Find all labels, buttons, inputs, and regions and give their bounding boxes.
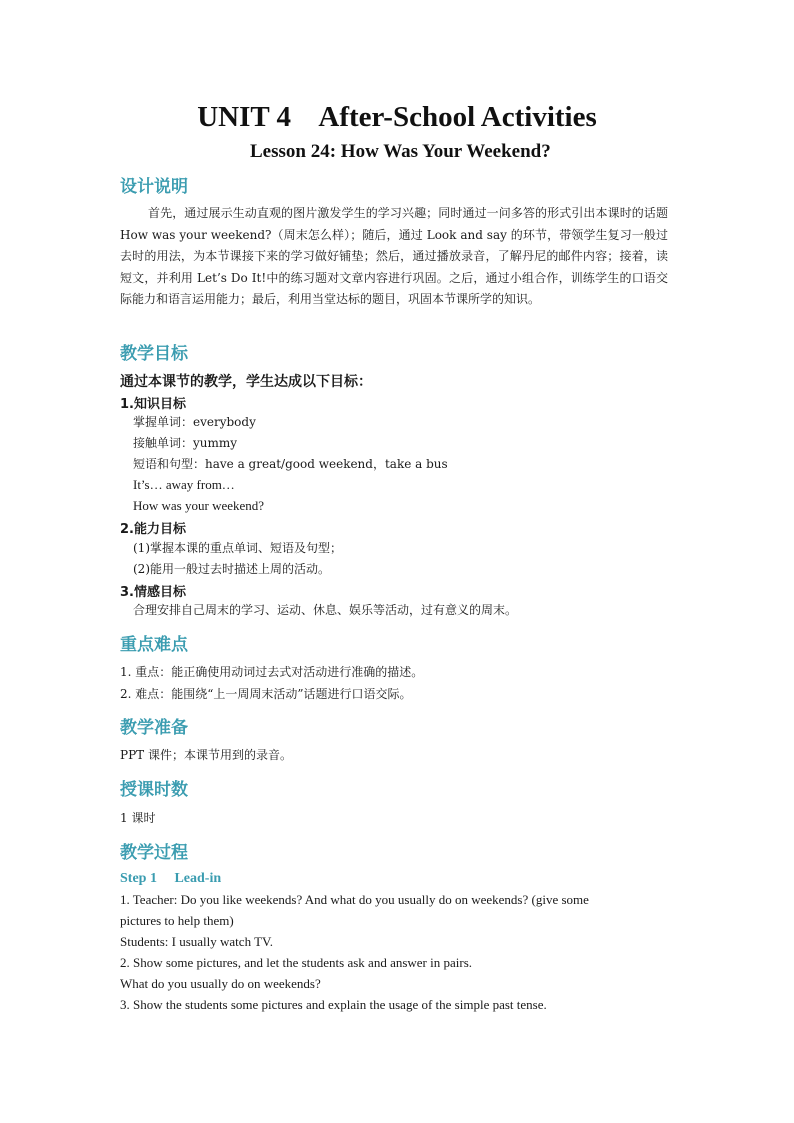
knowledge-goal-title: 1.知识目标 <box>120 397 186 412</box>
section-heading-hours: 授课时数 <box>120 780 188 800</box>
knowledge-line: It’s… away from… <box>133 477 235 492</box>
knowledge-line: 短语和句型：have a great/good weekend，take a bus <box>133 457 448 471</box>
section-heading-design: 设计说明 <box>120 177 188 197</box>
keypoint-line: 2. 难点：能围绕“上一周周末活动”话题进行口语交际。 <box>120 687 412 701</box>
emotion-line: 合理安排自己周末的学习、运动、休息、娱乐等活动，过有意义的周末。 <box>133 603 518 617</box>
emotion-goal-title: 3.情感目标 <box>120 585 186 600</box>
process-line: 2. Show some pictures, and let the students ask and answer in pairs. <box>120 955 473 970</box>
process-line: Students: I usually watch TV. <box>120 934 273 949</box>
keypoint-line: 1. 重点：能正确使用动词过去式对活动进行准确的描述。 <box>120 665 424 679</box>
hours-line: 1 课时 <box>120 811 156 825</box>
section-heading-prep: 教学准备 <box>120 718 188 738</box>
process-line: 1. Teacher: Do you like weekends? And what do you usually do on weekends? (give some <box>120 892 589 907</box>
ability-line: (2)能用一般过去时描述上周的活动。 <box>133 562 330 576</box>
knowledge-line: 掌握单词：everybody <box>133 415 256 429</box>
prep-line: PPT 课件；本课节用到的录音。 <box>120 748 292 762</box>
knowledge-line: 接触单词：yummy <box>133 436 238 450</box>
section-heading-process: 教学过程 <box>120 843 188 863</box>
design-paragraph: 首先，通过展示生动直观的图片激发学生的学习兴趣；同时通过一问多答的形式引出本课时的话题 How was your weekend?（周末怎么样）；随后，通过 Look and say 的环节，带领学生复习一般过去时的用法，为本节课接下来的学习做好铺垫；然后，通过播放录音，了解丹尼的邮件内容；接着，读短文，并利用 Let’s Do It!中的练习题对文章内容进行巩固。之后，通过小组合作，训练学生的口语交际能力和语言运用能力；最后，利用当堂达标的题目，巩固本节课所学的知识。 <box>120 206 668 306</box>
section-heading-keypoints: 重点难点 <box>120 635 188 655</box>
knowledge-line: How was your weekend? <box>133 498 265 513</box>
ability-line: (1)掌握本课的重点单词、短语及句型； <box>133 541 342 555</box>
section-heading-goals: 教学目标 <box>120 344 188 364</box>
unit-title: UNIT 4 After-School Activities <box>197 101 597 133</box>
process-line: pictures to help them) <box>120 913 234 928</box>
process-line: 3. Show the students some pictures and explain the usage of the simple past tense. <box>120 997 547 1012</box>
step-1-heading: Step 1 Lead-in <box>120 871 222 886</box>
process-line: What do you usually do on weekends? <box>120 976 321 991</box>
ability-goal-title: 2.能力目标 <box>120 522 186 537</box>
goals-intro: 通过本课节的教学，学生达成以下目标： <box>120 374 372 390</box>
lesson-subtitle: Lesson 24: How Was Your Weekend? <box>250 141 551 162</box>
